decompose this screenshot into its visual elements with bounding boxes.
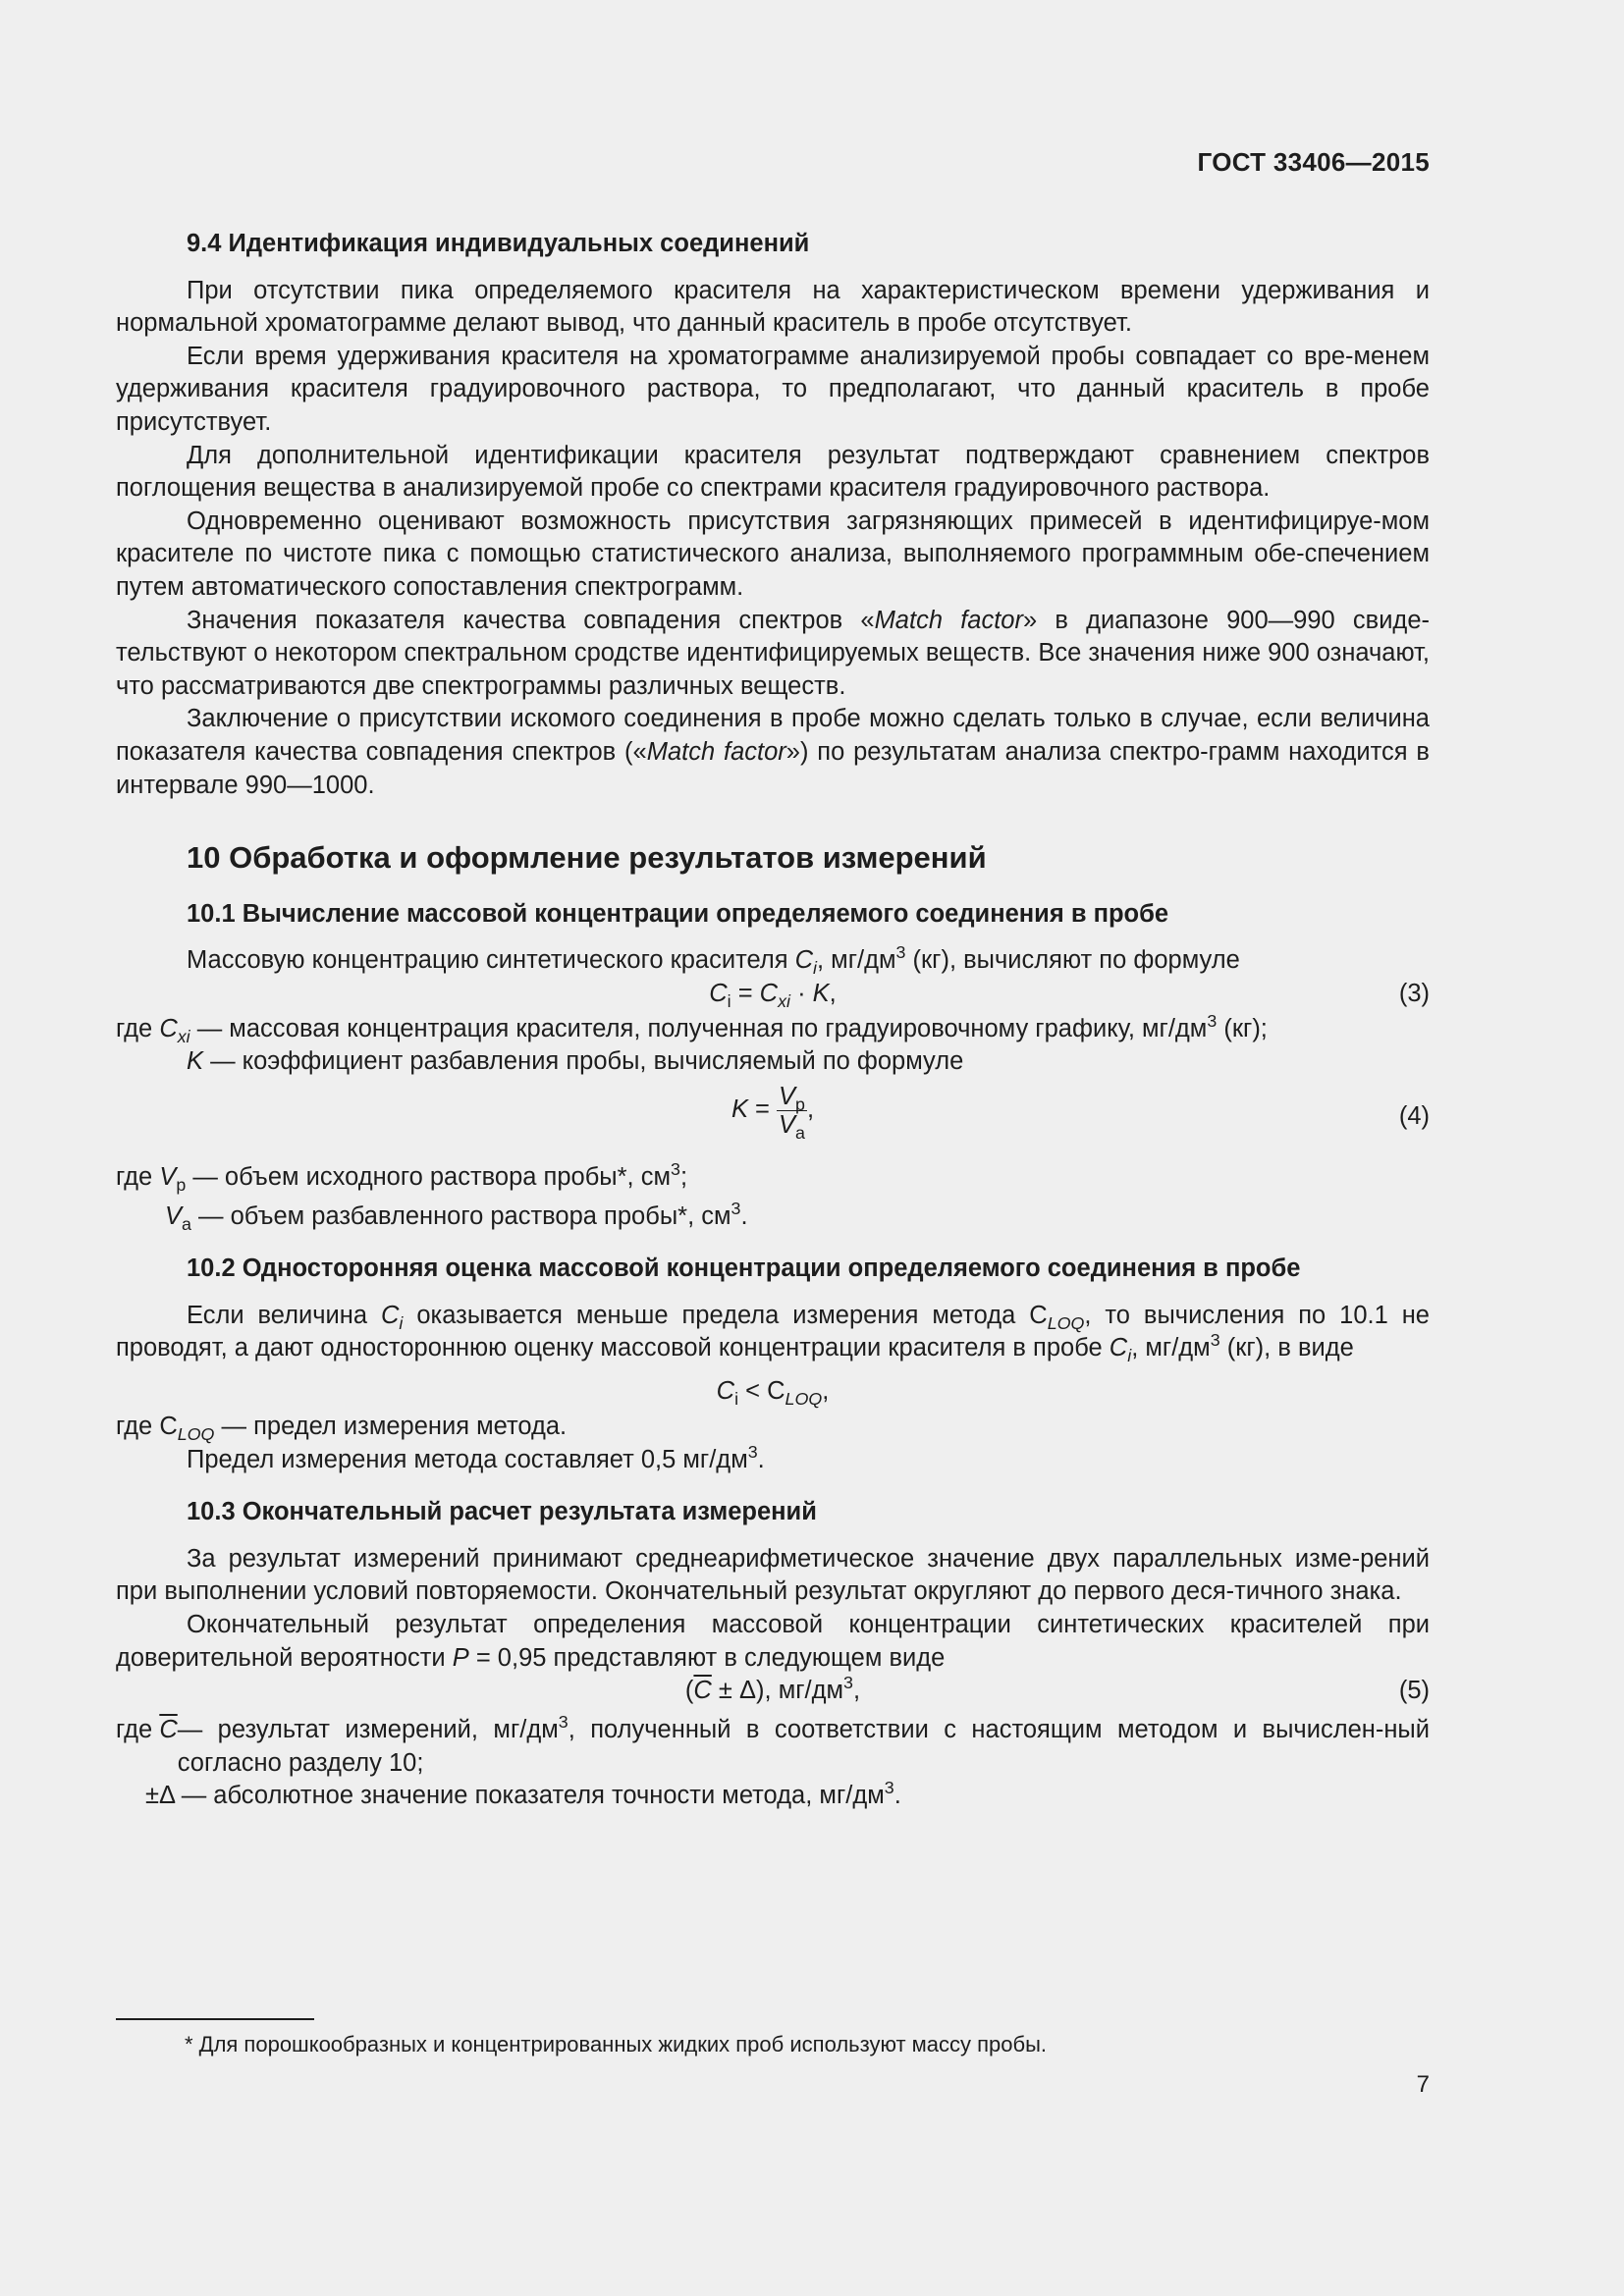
section-10-1-title: 10.1 Вычисление массовой концентрации определяемого соединения в пробе [187,899,1169,928]
page-content [116,228,1430,1813]
paragraph: Заключение о присутствии искомого соединения в пробе можно сделать только в случае, если величина показателя качества совпадения спектров («Match factor») по результатам анализа спектро-грамм находится в интервале 990—1000. [116,705,1430,799]
formula-number: (3) [1398,979,1430,1007]
section-10-title: 10 Обработка и оформление результатов измерений [187,840,987,876]
footnote-separator [116,2018,314,2020]
where-clause: $V_а$ — объем разбавленного раствора пробы*, $см^3$. [165,1198,748,1234]
section-9-4-title: 9.4 Идентификация индивидуальных соединений [187,230,810,257]
where-clause: ±Δ — абсолютное значение показателя точности метода, $мг/дм^3$. [145,1778,901,1810]
paragraph: Предел измерения метода составляет 0,5 $мг/дм^3$. [187,1441,765,1473]
where-clause: где $\overline{C}$ — результат измерений, $мг/дм^3$, полученный в соответствии с настоящим методом и вычислен-ный согласно разделу 10; [116,1712,1431,1777]
footnote: * Для порошкообразных и концентрированных жидких проб используют массу пробы. [185,2032,1048,2056]
formula-number: (4) [1398,1102,1430,1131]
where-clause: K — коэффициент разбавления пробы, вычисляемый по формуле [187,1047,964,1076]
paragraph: Если время удерживания красителя на хроматограмме анализируемой пробы совпадает со вре-менем удерживания красителя градуировочного раствора, то предполагают, что данный краситель в пробе присутствует. [116,342,1430,436]
formula-4: K = $\frac{V_р}{V_а}$ , (4) [731,1083,1430,1144]
formula-5: $(\overline{C} \pm \Delta)$, $мг/дм^3$, (5) [116,1675,1430,1714]
page-number: 7 [1416,2071,1430,2098]
fraction: $\frac{V_р}{V_а}$ [779,1083,805,1144]
formula-loq: $C_i < C_{LOQ}$, [716,1377,830,1410]
paragraph: За результат измерений принимают среднеарифметическое значение двух параллельных изме-рений при выполнении условий повторяемости. Окончательный результат округляют до первого деся-тичного знака. [116,1544,1430,1606]
where-clause: где $C_{LOQ}$ — предел измерения метода. [116,1413,568,1445]
section-10-2-title: 10.2 Односторонняя оценка массовой концентрации определяемого соединения в пробе [187,1255,1301,1283]
section-10-3-title: 10.3 Окончательный расчет результата измерений [187,1498,817,1526]
paragraph: Массовую концентрацию синтетического красителя $C_i$, $мг/дм^3$ (кг), вычисляют по формуле [187,942,1240,979]
where-clause: где $V_р$ — объем исходного раствора пробы*, $см^3$; [116,1159,688,1196]
paragraph: Одновременно оценивают возможность присутствия загрязняющих примесей в идентифицируе-мом красителе по чистоте пика с помощью статистического анализа, выполняемого программным обе-спечением путем автоматического сопоставления спектрограмм. [116,507,1430,601]
standard-code: ГОСТ 33406—2015 [1197,147,1430,177]
formula-3: $C_i = C_{xi} \cdot K$, (3) [709,979,1430,1012]
paragraph: Если величина $C_i$ оказывается меньше предела измерения метода $C_{LOQ}$, то вычисления по 10.1 не проводят, а дают одностороннюю оценку массовой концентрации красителя в пробе $C_i$, $мг/дм^3$ (кг), в виде [116,1301,1430,1366]
where-clause: где $C_{xi}$ — массовая концентрация красителя, полученная по градуировочному графику, $мг/дм^3$ (кг); [116,1011,1268,1047]
paragraph: Значения показателя качества совпадения спектров «Match factor» в диапазоне 900—990 свиде-тельствуют о некотором спектральном сродстве идентифицируемых веществ. Все значения ниже 900 означают, что рассматриваются две спектрограммы различных веществ. [116,606,1430,700]
paragraph: При отсутствии пика определяемого красителя на характеристическом времени удерживания и нормальной хроматограмме делают вывод, что данный краситель в пробе отсутствует. [116,276,1430,338]
paragraph: Окончательный результат определения массовой концентрации синтетических красителей при доверительной вероятности P = 0,95 представляют в следующем виде [116,1611,1430,1672]
formula-number: (5) [1398,1677,1430,1705]
paragraph: Для дополнительной идентификации красителя результат подтверждают сравнением спектров поглощения вещества в анализируемой пробе со спектрами красителя градуировочного раствора. [116,441,1430,503]
